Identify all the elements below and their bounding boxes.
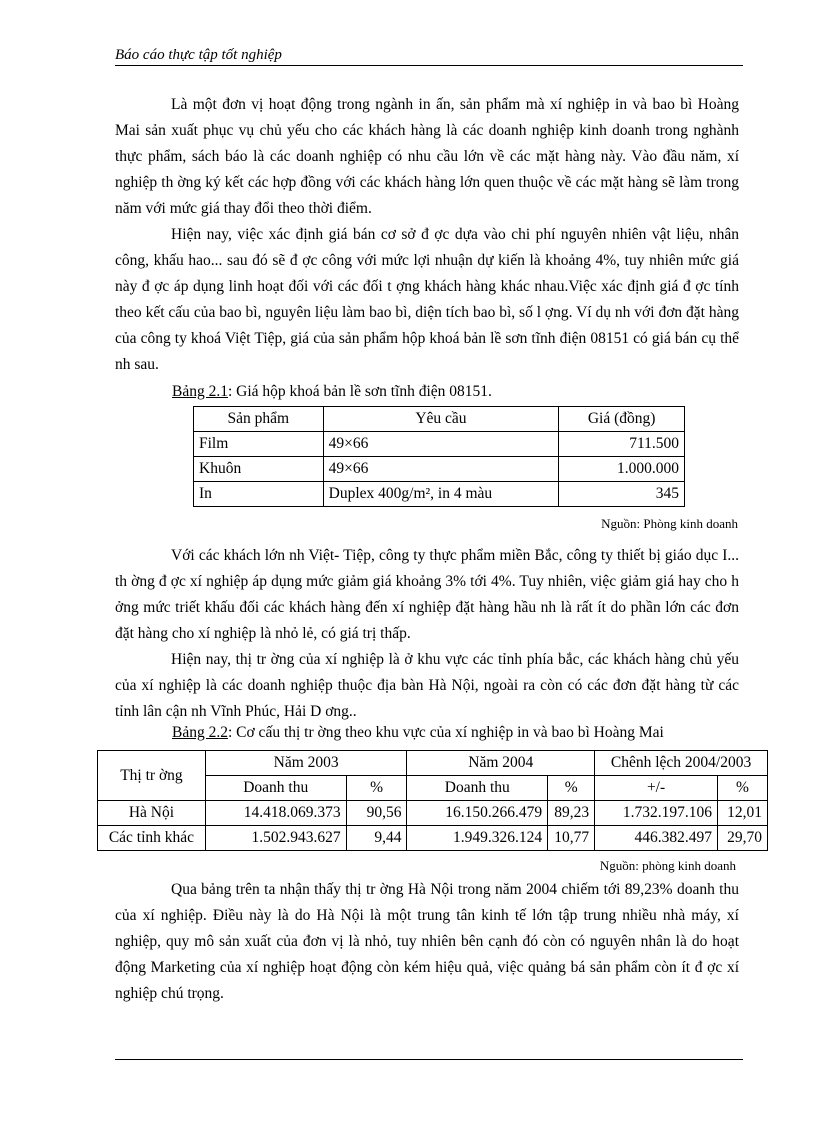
table-cell: 1.732.197.106 (595, 801, 718, 826)
table-cell: 1.502.943.627 (205, 826, 346, 851)
table2-caption (172, 724, 664, 742)
table-header-cell: Chênh lệch 2004/2003 (595, 751, 768, 776)
table-row (98, 801, 768, 826)
table2-caption-label: Bảng 2.2 (172, 724, 228, 741)
table-header-cell: % (548, 776, 595, 801)
table-cell: Film (194, 432, 324, 457)
table-cell: 12,01 (717, 801, 767, 826)
table-cell: Hà Nội (98, 801, 206, 826)
table-header-cell: Năm 2003 (205, 751, 407, 776)
footer-divider (115, 1059, 743, 1060)
table-cell: Các tỉnh khác (98, 826, 206, 851)
table-header-cell: Giá (đồng) (559, 407, 685, 432)
table-header-cell: Yêu cầu (323, 407, 559, 432)
table-header-cell: Năm 2004 (407, 751, 595, 776)
table-cell: 89,23 (548, 801, 595, 826)
paragraph-5: Qua bảng trên ta nhận thấy thị tr ờng Hà Nội trong năm 2004 chiếm tới 89,23% doanh thu của xí nghiệp. Điều này là do Hà Nội là một trung tân kinh tế lớn tập trung nhiều nhà máy, xí nghiệp, quy mô sản xuất của đơn vị là nhỏ, tuy nhiên bên cạnh đó còn có nguyên nhân là do hoạt động Marketing của xí nghiệp hoạt động còn kém hiệu quả, việc quảng bá sản phẩm còn ít đ ợc xí nghiệp chú trọng. (115, 881, 739, 1002)
table-cell: 49×66 (323, 457, 559, 482)
page-header (115, 45, 743, 66)
table-row (98, 826, 768, 851)
market-table (97, 750, 768, 851)
paragraph-4: Hiện nay, thị tr ờng của xí nghiệp là ở khu vực các tỉnh phía bắc, các khách hàng chủ yếu của xí nghiệp là các doanh nghiệp thuộc địa bàn Hà Nội, ngoài ra còn có các đơn đặt hàng từ các tỉnh lân cận nh Vĩnh Phúc, Hải D ơng.. (115, 651, 739, 720)
table-cell: 345 (559, 482, 685, 507)
table-header-cell: Doanh thu (407, 776, 548, 801)
table1-caption-label: Bảng 2.1 (172, 383, 228, 400)
table-cell: 49×66 (323, 432, 559, 457)
table-header-cell: % (346, 776, 407, 801)
table-header-cell: Doanh thu (205, 776, 346, 801)
paragraph-1: Là một đơn vị hoạt động trong ngành in ấn, sản phẩm mà xí nghiệp in và bao bì Hoàng Mai sản xuất phục vụ chủ yếu cho các khách hàng là các doanh nghiệp kinh doanh trong nghành thực phẩm, sách báo là các doanh nghiệp có nhu cầu lớn về các mặt hàng này. Vào đầu năm, xí nghiệp th ờng ký kết các hợp đồng với các khách hàng lớn quen thuộc về các mặt hàng sẽ làm trong năm với mức giá thay đổi theo thời điểm. (115, 96, 739, 217)
table1-caption-text: : Giá hộp khoá bản lề sơn tĩnh điện 08151. (227, 383, 492, 400)
table-cell: 29,70 (717, 826, 767, 851)
table-header-cell: % (717, 776, 767, 801)
table-header-cell: Thị tr ờng (98, 751, 206, 801)
table-cell: 90,56 (346, 801, 407, 826)
table2-caption-text: : Cơ cấu thị tr ờng theo khu vực của xí nghiệp in và bao bì Hoàng Mai (227, 724, 664, 741)
header-title: Báo cáo thực tập tốt nghiệp (115, 47, 282, 63)
paragraph-3: Với các khách lớn nh Việt- Tiệp, công ty thực phẩm miền Bắc, công ty thiết bị giáo dục I... th ờng đ ợc xí nghiệp áp dụng mức giảm giá khoảng 3% tới 4%. Tuy nhiên, việc giảm giá hay cho h ởng mức triết khấu đối các khách hàng đến xí nghiệp đặt hàng hầu nh là rất ít do phần lớn các đơn đặt hàng cho xí nghiệp là nhỏ lẻ, có giá trị thấp. (115, 547, 739, 642)
table-header-cell: +/- (595, 776, 718, 801)
table-header-row (194, 407, 685, 432)
table-cell: 10,77 (548, 826, 595, 851)
table2-source: Nguồn: phòng kinh doanh (599, 858, 736, 873)
table1-source: Nguồn: Phòng kinh doanh (601, 516, 738, 531)
table-row (194, 482, 685, 507)
table-cell: 16.150.266.479 (407, 801, 548, 826)
table1-caption (172, 383, 492, 401)
table-row (194, 432, 685, 457)
table-cell: In (194, 482, 324, 507)
table-cell: 1.949.326.124 (407, 826, 548, 851)
table-cell: Duplex 400g/m², in 4 màu (323, 482, 559, 507)
table-cell: 9,44 (346, 826, 407, 851)
table-cell: 711.500 (559, 432, 685, 457)
price-table (193, 406, 685, 507)
table-cell: Khuôn (194, 457, 324, 482)
table-header-row (98, 751, 768, 776)
table-row (194, 457, 685, 482)
table-header-cell: Sản phẩm (194, 407, 324, 432)
paragraph-2: Hiện nay, việc xác định giá bán cơ sở đ ợc dựa vào chi phí nguyên nhiên vật liệu, nhân công, khấu hao... sau đó sẽ đ ợc công với mức lợi nhuận dự kiến là khoảng 4%, tuy nhiên mức giá này đ ợc áp dụng linh hoạt đối với các đối t ợng khách hàng khác nhau.Việc xác định giá đ ợc tính theo kết cấu của bao bì, nguyên liệu làm bao bì, diện tích bao bì, số l ợng. Ví dụ nh với đơn đặt hàng của công ty khoá Việt Tiệp, giá của sản phẩm hộp khoá bản lề sơn tĩnh điện 08151 có giá bán cụ thể nh sau. (115, 226, 739, 373)
table-cell: 1.000.000 (559, 457, 685, 482)
table-cell: 446.382.497 (595, 826, 718, 851)
table-cell: 14.418.069.373 (205, 801, 346, 826)
